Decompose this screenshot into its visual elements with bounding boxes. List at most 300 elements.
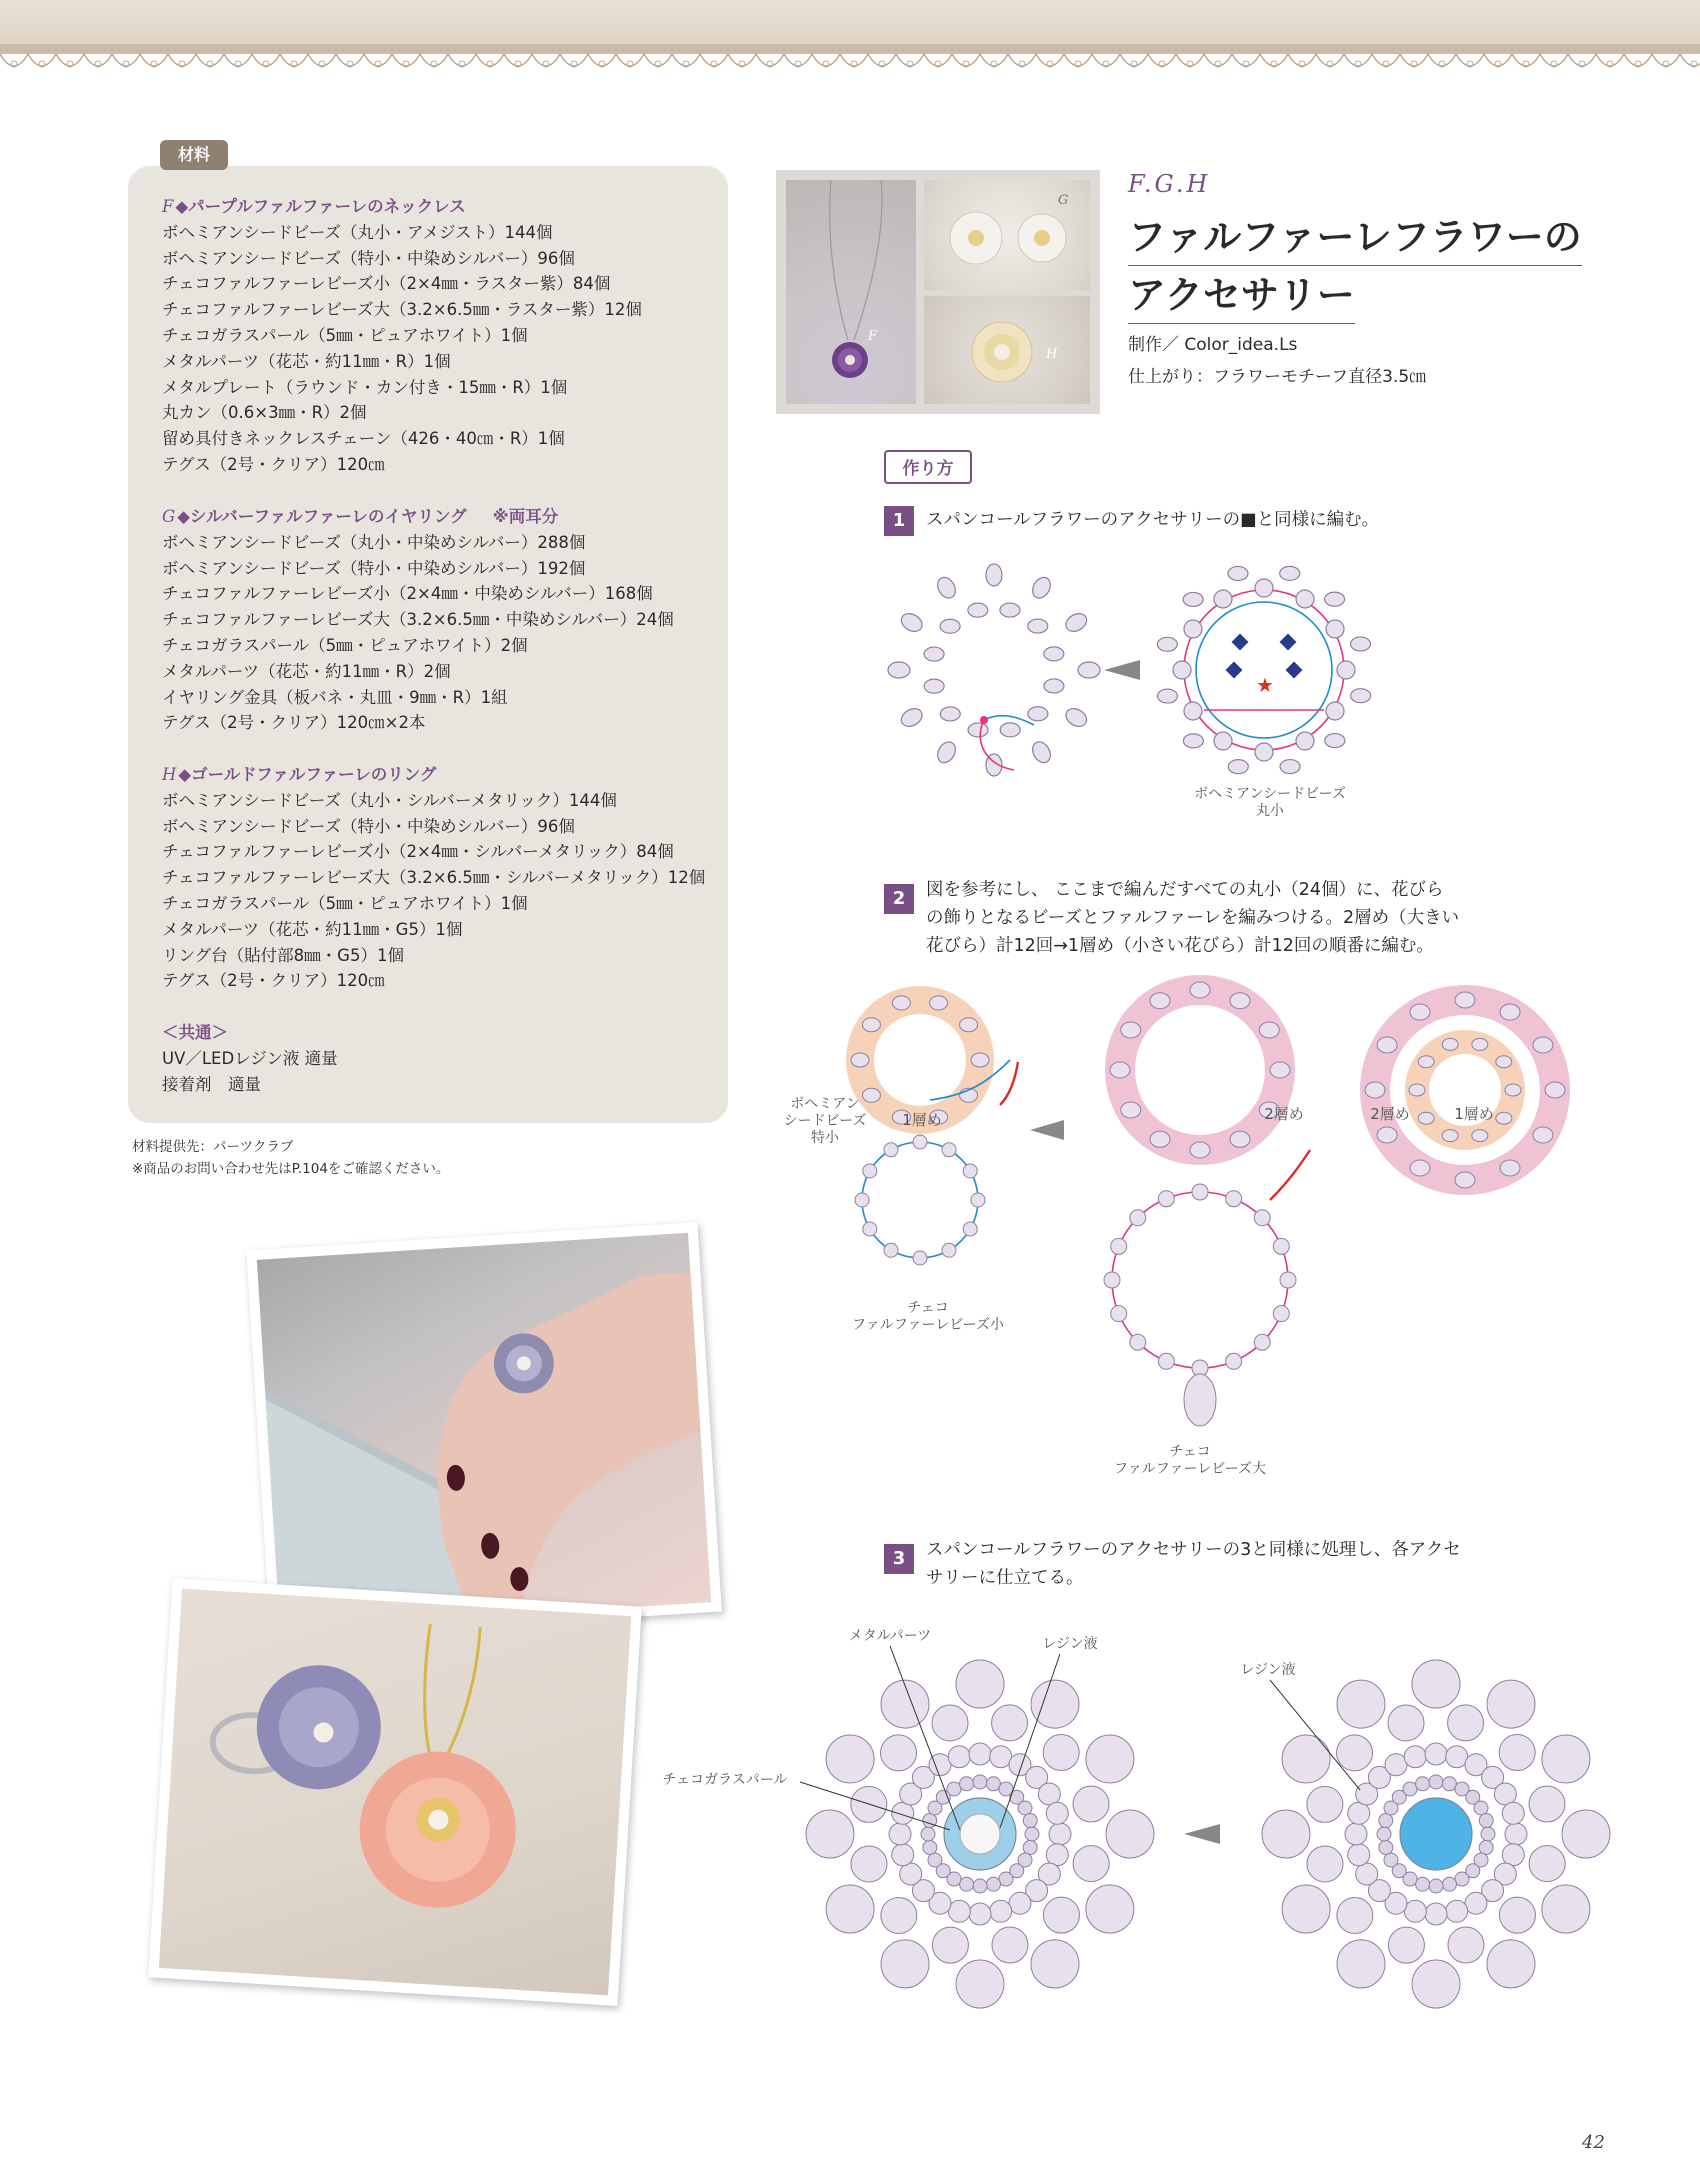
bead	[1150, 993, 1170, 1009]
bead	[1500, 1004, 1520, 1020]
lace-scallop	[952, 54, 980, 66]
bead-ring	[921, 1827, 935, 1841]
text-line: ファルファーレビーズ大	[1114, 1461, 1266, 1477]
bead-ring	[913, 1251, 927, 1265]
bead-ring	[947, 1782, 961, 1796]
text-line: メタルプレート（ラウンド・カン付き・15㎜・R）1個	[162, 377, 568, 397]
resin-label-left: レジン液	[1042, 1636, 1098, 1652]
bead	[862, 1018, 880, 1032]
lace-scallop	[1260, 54, 1288, 66]
bead-ring	[1255, 743, 1273, 761]
bead-ring	[1111, 1238, 1127, 1254]
lace-scallop	[84, 54, 112, 66]
bead-ring	[1226, 1353, 1242, 1369]
petal-small	[1046, 1802, 1068, 1824]
lace-scallop	[1512, 54, 1540, 66]
section-heading: F ◆パープルファルファーレのネックレス	[162, 197, 466, 216]
bead-ring	[1379, 1840, 1393, 1854]
bead-ring	[1384, 1853, 1398, 1867]
bead-inner	[1044, 679, 1064, 693]
petal-mid	[881, 1897, 917, 1933]
text-line: ボヘミアンシードビーズ（丸小・シルバーメタリック）144個	[162, 790, 617, 810]
lace-scallop	[336, 54, 364, 66]
bead-ring	[960, 1777, 974, 1791]
section-letter: H	[162, 765, 177, 784]
layer1-label-a: 1層め	[902, 1111, 942, 1129]
step3-number: 3	[884, 1544, 914, 1574]
petal-small	[1404, 1900, 1426, 1922]
bead	[1505, 1084, 1521, 1096]
section-letter: G	[162, 507, 176, 526]
lace-scallop	[588, 54, 616, 66]
lace-scallop	[644, 54, 672, 66]
arrow-red	[1270, 1150, 1310, 1200]
petal-small	[889, 1823, 911, 1845]
petal-small	[900, 1863, 922, 1885]
text-line: の飾りとなるビーズとファルファーレを編みつける。2層め（大きい	[926, 908, 1460, 928]
bead-ring	[928, 1853, 942, 1867]
bead-ring	[1025, 1827, 1039, 1841]
petal-small	[1446, 1746, 1468, 1768]
petal-mid	[1307, 1786, 1343, 1822]
lace-scallop	[364, 54, 392, 66]
petal-small	[1465, 1892, 1487, 1914]
layer1-ring	[1417, 1042, 1513, 1138]
bead-ring	[1273, 1306, 1289, 1322]
lace-scallop	[1036, 54, 1064, 66]
text-line: サリーに仕立てる。	[926, 1568, 1084, 1588]
petal-large	[956, 1960, 1004, 2008]
supplier-credit	[132, 1136, 449, 1180]
text-line: チェコファルファーレビーズ小（2×4㎜・ラスター紫）84個	[162, 274, 611, 294]
petal-large	[1086, 1885, 1134, 1933]
thread-start-dot	[980, 716, 988, 724]
bead	[1270, 1062, 1290, 1078]
bead-ring	[986, 1777, 1000, 1791]
czech-large-label	[1100, 1444, 1280, 1478]
text-line: 接着剤 適量	[162, 1074, 261, 1094]
arrow-red	[1000, 1062, 1018, 1105]
text-line: チェコガラスパール（5㎜・ピュアホワイト）2個	[162, 635, 528, 655]
bead-ring	[1254, 1334, 1270, 1350]
layer1-label-c: 1層め	[1454, 1105, 1494, 1123]
bead	[1377, 1127, 1397, 1143]
bead-ring	[1184, 702, 1202, 720]
necklace-illustration	[786, 180, 916, 404]
page-number: 42	[1582, 2132, 1605, 2153]
bead	[1455, 1172, 1475, 1188]
earring-photo	[924, 180, 1090, 290]
bead-ring	[963, 1164, 977, 1178]
bead	[1377, 1037, 1397, 1053]
bead	[960, 1018, 978, 1032]
materials-list	[162, 1046, 722, 1098]
lace-scallop	[168, 54, 196, 66]
petal-small	[969, 1903, 991, 1925]
text-line: ボヘミアン	[790, 1096, 860, 1112]
text-line: ※商品のお問い合わせ先はP.104をご確認ください。	[132, 1161, 450, 1177]
text-line: ボヘミアンシードビーズ	[1194, 786, 1346, 802]
bead	[1190, 982, 1210, 998]
text-line: チェコ	[1169, 1444, 1211, 1460]
text-line: チェコファルファーレビーズ大（3.2×6.5㎜・シルバーメタリック）12個	[162, 868, 706, 888]
bead-ring	[1130, 1210, 1146, 1226]
product-photo-grid	[776, 170, 1100, 414]
lace-scallop	[532, 54, 560, 66]
petal-mid	[1499, 1735, 1535, 1771]
lace-border	[0, 44, 1700, 84]
bead-ring	[1337, 661, 1355, 679]
bead-inner	[968, 723, 988, 737]
bead-inner	[940, 707, 960, 721]
step3-text	[926, 1536, 1461, 1592]
page-title-line1: ファルファーレフラワーの	[1128, 206, 1582, 266]
text-line: メタルパーツ（花芯・約11㎜・G5）1個	[162, 919, 463, 939]
bead-ring	[1111, 1306, 1127, 1322]
lace-scallop	[1204, 54, 1232, 66]
bead	[1409, 1084, 1425, 1096]
petal-small	[948, 1900, 970, 1922]
bead-ring	[1403, 1782, 1417, 1796]
text-line: 花びら）計12回→1層め（小さい花びら）計12回の順番に編む。	[926, 936, 1434, 956]
text-line: テグス（2号・クリア）120㎝	[162, 454, 385, 474]
lace-scallop	[280, 54, 308, 66]
bead-ring	[1326, 702, 1344, 720]
text-line: テグス（2号・クリア）120㎝	[162, 971, 385, 991]
bead-outer	[898, 610, 925, 635]
lace-scallop	[1400, 54, 1428, 66]
bead-outer	[934, 739, 959, 766]
thread-loop	[862, 1142, 978, 1258]
step2-text	[926, 876, 1459, 960]
bead-ring	[884, 1143, 898, 1157]
bead-outer	[1183, 592, 1203, 606]
petal-small	[990, 1900, 1012, 1922]
lace-scallop	[224, 54, 252, 66]
petal-large	[1337, 1940, 1385, 1988]
bead-ring	[1481, 1827, 1495, 1841]
bead-inner	[924, 679, 944, 693]
bead-inner	[1044, 647, 1064, 661]
bead-ring	[1442, 1877, 1456, 1891]
petal-large	[1412, 1660, 1460, 1708]
lace-scallop	[1540, 54, 1568, 66]
bead-ring	[863, 1164, 877, 1178]
text-line: シードビーズ	[783, 1113, 867, 1129]
bead-ring	[1192, 1184, 1208, 1200]
necklace-photo	[786, 180, 916, 404]
layer2-label-c: 2層め	[1370, 1105, 1410, 1123]
petal-mid	[1337, 1897, 1373, 1933]
lace-scallop	[112, 54, 140, 66]
bead-ring	[942, 1243, 956, 1257]
bead-ring	[1158, 1353, 1174, 1369]
page-title-line2: アクセサリー	[1128, 264, 1355, 324]
section-letter: F	[162, 197, 174, 216]
lace-scallop	[1456, 54, 1484, 66]
text-line: ボヘミアンシードビーズ（特小・中染めシルバー）192個	[162, 558, 586, 578]
bead-ring	[971, 1193, 985, 1207]
petal-small	[929, 1754, 951, 1776]
lace-scallop	[1568, 54, 1596, 66]
bead-outer	[986, 564, 1002, 586]
lace-scallop	[1176, 54, 1204, 66]
petal-large	[1542, 1885, 1590, 1933]
lace-scallop	[1120, 54, 1148, 66]
petal-mid	[1043, 1897, 1079, 1933]
lace-scallop	[980, 54, 1008, 66]
petal-large	[1412, 1960, 1460, 2008]
bead	[1472, 1038, 1488, 1050]
bead-ring	[1429, 1879, 1443, 1893]
resin-label-right: レジン液	[1240, 1662, 1296, 1678]
bead-outer	[1157, 637, 1177, 651]
bead-outer	[934, 574, 959, 601]
petal-large	[1337, 1680, 1385, 1728]
petal-small	[1425, 1903, 1447, 1925]
petal-mid	[1307, 1846, 1343, 1882]
bead	[1230, 1131, 1250, 1147]
bead-outer	[1228, 566, 1248, 580]
text-line: ファルファーレビーズ小	[852, 1317, 1004, 1333]
lace-scallop	[476, 54, 504, 66]
bead	[1365, 1082, 1385, 1098]
gold-ring-photo	[924, 296, 1090, 404]
lace-scallop	[700, 54, 728, 66]
petal-mid	[932, 1705, 968, 1741]
petal-mid	[1448, 1705, 1484, 1741]
bead-outer	[1029, 739, 1054, 766]
bead	[892, 996, 910, 1010]
lace-scallop	[896, 54, 924, 66]
lace-scallop	[140, 54, 168, 66]
text-line: UV／LEDレジン液 適量	[162, 1048, 338, 1068]
bead-ring	[1226, 1191, 1242, 1207]
bead-ring	[1273, 1238, 1289, 1254]
petal-small	[1502, 1802, 1524, 1824]
petal-small	[1348, 1802, 1370, 1824]
bead-ring	[1184, 620, 1202, 638]
lace-scallop	[812, 54, 840, 66]
petal-large	[826, 1735, 874, 1783]
petal-large	[826, 1885, 874, 1933]
petal-small	[1046, 1844, 1068, 1866]
text-line: スパンコールフラワーのアクセサリーの3と同様に処理し、各アクセ	[926, 1540, 1461, 1560]
petal-large	[1106, 1810, 1154, 1858]
materials-list	[162, 530, 722, 736]
bead	[1533, 1127, 1553, 1143]
lace-scallop	[448, 54, 476, 66]
materials-section-f	[162, 194, 722, 478]
text-line: テグス（2号・クリア）120㎝×2本	[162, 713, 426, 733]
bead-ring	[1296, 732, 1314, 750]
petal-small	[1049, 1823, 1071, 1845]
section-heading: ＜共通＞	[162, 1023, 228, 1042]
photo-label-h: H	[1046, 347, 1058, 362]
thread-loop-blue	[1196, 602, 1332, 738]
bead-ring	[986, 1877, 1000, 1891]
bead-large	[1184, 1374, 1216, 1426]
bead-ring	[884, 1243, 898, 1257]
photo-label-g: G	[1058, 193, 1069, 208]
lace-scallop	[0, 54, 28, 66]
lace-scallop	[1652, 54, 1680, 66]
petal-small	[1446, 1900, 1468, 1922]
section-heading: G ◆シルバーファルファーレのイヤリング ※両耳分	[162, 507, 559, 526]
materials-section-h	[162, 762, 722, 994]
photo-label-f: F	[868, 329, 878, 344]
lace-scallop	[1064, 54, 1092, 66]
finished-size: 仕上がり：フラワーモチーフ直径3.5㎝	[1128, 367, 1427, 387]
section-heading: H ◆ゴールドファルファーレのリング	[162, 765, 437, 784]
bead-outer	[1063, 610, 1090, 635]
text-line: ボヘミアンシードビーズ（丸小・アメジスト）144個	[162, 222, 553, 242]
step1-diagram-right	[1154, 560, 1374, 780]
petal-mid	[1388, 1705, 1424, 1741]
petal-large	[1031, 1680, 1079, 1728]
petal-mid	[992, 1927, 1028, 1963]
layer2-label-b: 2層め	[1264, 1105, 1304, 1123]
petal-mid	[1073, 1846, 1109, 1882]
text-line: チェコガラスパール（5㎜・ピュアホワイト）1個	[162, 893, 528, 913]
czech-small-label	[838, 1300, 1018, 1334]
bead	[1442, 1130, 1458, 1142]
text-line: ボヘミアンシードビーズ（丸小・中染めシルバー）288個	[162, 532, 586, 552]
arrow-left-icon	[1104, 660, 1144, 680]
lace-base	[0, 44, 1700, 54]
bead-ring	[1416, 1877, 1430, 1891]
materials-list	[162, 788, 722, 994]
bead-ring	[960, 1877, 974, 1891]
text-line: メタルパーツ（花芯・約11㎜・R）2個	[162, 661, 451, 681]
petal-large	[1031, 1940, 1079, 1988]
petal-mid	[1529, 1786, 1565, 1822]
bead-ring	[1474, 1801, 1488, 1815]
bead-outer	[898, 705, 925, 730]
bead-ring	[973, 1775, 987, 1789]
text-line: チェコファルファーレビーズ小（2×4㎜・シルバーメタリック）84個	[162, 842, 674, 862]
bead-ring	[1023, 1840, 1037, 1854]
petal-small	[1494, 1783, 1516, 1805]
lace-scallop	[308, 54, 336, 66]
petal-large	[956, 1660, 1004, 1708]
bead	[1545, 1082, 1565, 1098]
materials-tag: 材料	[160, 140, 228, 170]
petal-large	[1086, 1735, 1134, 1783]
bohemian-seed-small-label	[770, 1096, 880, 1147]
bead-ring	[1442, 1777, 1456, 1791]
text-line: チェコファルファーレビーズ小（2×4㎜・中染めシルバー）168個	[162, 584, 653, 604]
bead-outer	[1280, 566, 1300, 580]
lace-scallop	[840, 54, 868, 66]
flowers-illustration	[159, 1589, 631, 1996]
bead-outer	[1325, 592, 1345, 606]
text-line: 丸カン（0.6×3㎜・R）2個	[162, 403, 367, 423]
bead-inner	[1000, 723, 1020, 737]
thread-loop-pink	[1184, 590, 1344, 750]
lace-scallop	[504, 54, 532, 66]
lace-scallop	[1428, 54, 1456, 66]
lace-scallop	[756, 54, 784, 66]
text-line: チェコファルファーレビーズ大（3.2×6.5㎜・中染めシルバー）24個	[162, 610, 674, 630]
bead	[1500, 1160, 1520, 1176]
arrow-left-icon	[1184, 1824, 1224, 1844]
lace-scallop	[252, 54, 280, 66]
bead	[1442, 1038, 1458, 1050]
howto-tag: 作り方	[884, 450, 972, 484]
lace-scallop	[616, 54, 644, 66]
petal-mid	[1388, 1927, 1424, 1963]
bead-outer	[1063, 705, 1090, 730]
bead	[1410, 1160, 1430, 1176]
bead-ring	[1416, 1777, 1430, 1791]
bead-outer	[1325, 734, 1345, 748]
section-note: ※両耳分	[492, 507, 559, 526]
petal-large	[806, 1810, 854, 1858]
maker-credit: 制作／ Color_idea.Ls	[1128, 335, 1298, 355]
petal-small	[1009, 1892, 1031, 1914]
lace-scallop	[1316, 54, 1344, 66]
text-line: 留め具付きネックレスチェーン（426・40㎝・R）1個	[162, 429, 565, 449]
step3-diagram-left	[780, 1634, 1180, 2034]
bead-outer	[1351, 637, 1371, 651]
lace-scallop	[28, 54, 56, 66]
bead	[971, 1053, 989, 1067]
petal-large	[881, 1680, 929, 1728]
hand-illustration	[257, 1233, 711, 1629]
petal-mid	[881, 1735, 917, 1771]
bead	[1496, 1056, 1512, 1068]
bead-ring	[1173, 661, 1191, 679]
bead-ring	[1254, 1210, 1270, 1226]
petal-small	[1425, 1743, 1447, 1765]
bead-ring	[1429, 1775, 1443, 1789]
lace-scallop	[560, 54, 588, 66]
bead-ring	[1023, 1814, 1037, 1828]
bead-ring	[942, 1143, 956, 1157]
lace-scallop	[420, 54, 448, 66]
text-line: チェコファルファーレビーズ大（3.2×6.5㎜・ラスター紫）12個	[162, 300, 642, 320]
bead-ring	[1130, 1334, 1146, 1350]
bead-ring	[923, 1840, 937, 1854]
bead	[1472, 1130, 1488, 1142]
lace-scallop	[196, 54, 224, 66]
lace-scallop	[1148, 54, 1176, 66]
petal-large	[1562, 1810, 1610, 1858]
lace-scallop	[56, 54, 84, 66]
glass-pearl-label: チェコガラスパール	[662, 1772, 788, 1788]
text-line: 特小	[811, 1130, 839, 1146]
text-line: 丸小	[1256, 803, 1284, 819]
bead-outer	[1280, 760, 1300, 774]
bead-outer	[888, 662, 910, 678]
diamond-marker	[1226, 662, 1243, 679]
petal-mid	[932, 1927, 968, 1963]
petal-mid	[1337, 1735, 1373, 1771]
bead	[1455, 992, 1475, 1008]
petal-mid	[851, 1846, 887, 1882]
lace-scallop	[1372, 54, 1400, 66]
bead	[1259, 1022, 1279, 1038]
bead-ring	[1379, 1814, 1393, 1828]
petal-small	[1404, 1746, 1426, 1768]
bead	[1533, 1037, 1553, 1053]
petal-large	[1487, 1940, 1535, 1988]
metal-parts-label: メタルパーツ	[848, 1628, 932, 1644]
text-line: 材料提供先：パーツクラブ	[132, 1139, 294, 1155]
diamond-marker	[1232, 634, 1249, 651]
petal-large	[1282, 1885, 1330, 1933]
